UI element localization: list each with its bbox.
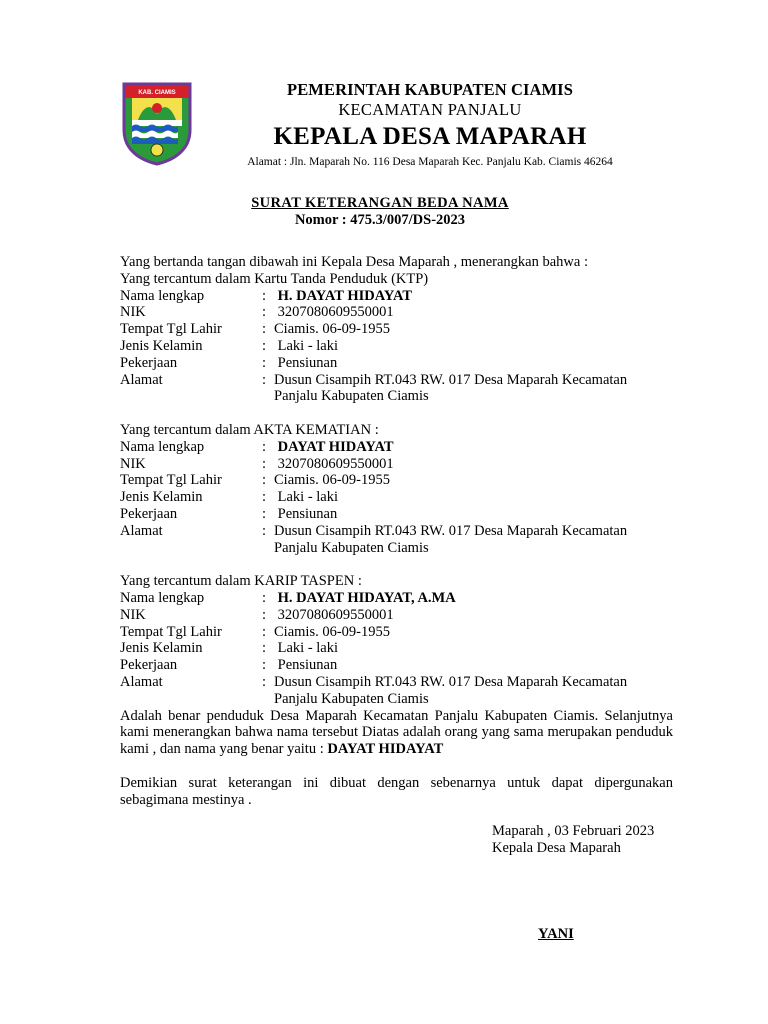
section-heading: Yang tercantum dalam KARIP TASPEN : [120,573,362,590]
field-row-name [120,288,673,305]
field-label: Alamat [120,522,163,539]
field-value: H. DAYAT HIDAYAT [274,287,413,304]
field-label: Alamat [120,371,163,388]
field-value: Laki - laki [274,640,339,657]
letter-title [120,195,640,229]
field-label: Tempat Tgl Lahir [120,321,222,338]
field-label: Pekerjaan [120,657,178,674]
letterhead-district: KECAMATAN PANJALU [338,100,522,119]
field-row-name [120,590,673,607]
field-value: Pensiunan [274,505,338,522]
field-label: NIK [120,455,146,472]
field-label: Pekerjaan [120,354,178,371]
intro-line: Yang bertanda tangan dibawah ini Kepala Desa Maparah , menerangkan bahwa : [120,254,588,270]
field-row-address [120,372,673,389]
field-row-gender [120,489,673,506]
conclusion-paragraph [120,708,673,758]
field-value: H. DAYAT HIDAYAT, A.MA [274,589,456,606]
signature-position: Kepala Desa Maparah [492,840,621,856]
field-label: Tempat Tgl Lahir [120,623,222,640]
field-value: DAYAT HIDAYAT [274,438,394,455]
field-sep: : [262,606,267,623]
field-value: Ciamis. 06-09-1955 [274,623,390,640]
field-value: Pensiunan [274,657,338,674]
signature-place-date: Maparah , 03 Februari 2023 [492,823,655,839]
field-sep: : [262,337,267,354]
field-sep: : [262,640,267,657]
field-label: NIK [120,304,146,321]
field-label: Nama lengkap [120,438,205,455]
field-row-name [120,439,673,456]
address-continuation: Panjalu Kabupaten Ciamis [274,690,429,707]
field-sep: : [262,589,267,606]
section-akta-kematian [120,422,673,556]
field-sep: : [262,505,267,522]
field-sep: : [262,354,267,371]
field-row-gender [120,640,673,657]
field-sep: : [262,321,267,338]
field-label: Alamat [120,673,163,690]
closing-paragraph: Demikian surat keterangan ini dibuat dengan sebenarnya untuk dapat dipergunakan sebagimana mestinya . [120,774,673,808]
letter-body [120,254,673,808]
letter-title-name: SURAT KETERANGAN BEDA NAMA [251,195,509,211]
letter-number: Nomor : 475.3/007/DS-2023 [294,212,466,228]
field-sep: : [262,287,267,304]
section-karip-taspen [120,573,673,707]
letterhead [200,80,660,170]
field-value: 3207080609550001 [274,455,394,472]
section-heading: Yang tercantum dalam Kartu Tanda Penduduk (KTP) [120,270,429,287]
field-value: Dusun Cisampih RT.043 RW. 017 Desa Maparah Kecamatan [274,371,628,388]
field-value: 3207080609550001 [274,606,394,623]
field-sep: : [262,438,267,455]
ciamis-regency-logo [118,80,196,166]
address-continuation: Panjalu Kabupaten Ciamis [274,539,429,556]
signature-block [492,823,654,857]
field-value: Laki - laki [274,337,339,354]
field-row-job [120,506,673,523]
field-row-nik [120,456,673,473]
letterhead-village-head: KEPALA DESA MAPARAH [273,123,587,150]
field-sep: : [262,304,267,321]
field-row-birth [120,321,673,338]
field-label: NIK [120,606,146,623]
field-value: 3207080609550001 [274,304,394,321]
field-sep: : [262,472,267,489]
field-row-address [120,674,673,691]
field-row-job [120,355,673,372]
logo-text-top: KAB. CIAMIS [138,90,176,96]
field-row-birth [120,472,673,489]
field-value: Laki - laki [274,489,339,506]
field-label: Nama lengkap [120,287,205,304]
field-label: Tempat Tgl Lahir [120,472,222,489]
field-sep: : [262,371,267,388]
field-label: Jenis Kelamin [120,640,203,657]
section-ktp [120,271,673,405]
field-label: Jenis Kelamin [120,337,203,354]
field-value: Ciamis. 06-09-1955 [274,321,390,338]
address-continuation: Panjalu Kabupaten Ciamis [274,388,429,405]
field-row-address [120,523,673,540]
field-label: Jenis Kelamin [120,489,203,506]
correct-name: DAYAT HIDAYAT [327,741,444,758]
section-heading: Yang tercantum dalam AKTA KEMATIAN : [120,421,379,438]
field-row-gender [120,338,673,355]
field-label: Nama lengkap [120,589,205,606]
field-sep: : [262,673,267,690]
field-row-job [120,657,673,674]
field-sep: : [262,623,267,640]
field-sep: : [262,455,267,472]
signature-name: YANI [538,926,574,942]
conclusion-text: Adalah benar penduduk Desa Maparah Kecamatan Panjalu Kabupaten Ciamis. Selanjutnya kami menerangkan bahwa nama tersebut Diatas adalah orang yang sama merupakan penduduk kami , dan nama yang benar yaitu : [120,707,673,758]
field-value: Dusun Cisampih RT.043 RW. 017 Desa Maparah Kecamatan [274,673,628,690]
letterhead-address: Alamat : Jln. Maparah No. 116 Desa Maparah Kec. Panjalu Kab. Ciamis 46264 [247,156,613,168]
field-label: Pekerjaan [120,505,178,522]
field-value: Ciamis. 06-09-1955 [274,472,390,489]
field-sep: : [262,489,267,506]
field-value: Pensiunan [274,354,338,371]
field-sep: : [262,657,267,674]
field-row-birth [120,624,673,641]
field-value: Dusun Cisampih RT.043 RW. 017 Desa Maparah Kecamatan [274,522,628,539]
field-row-nik [120,304,673,321]
field-sep: : [262,522,267,539]
letterhead-government: PEMERINTAH KABUPATEN CIAMIS [287,80,573,99]
field-row-nik [120,607,673,624]
